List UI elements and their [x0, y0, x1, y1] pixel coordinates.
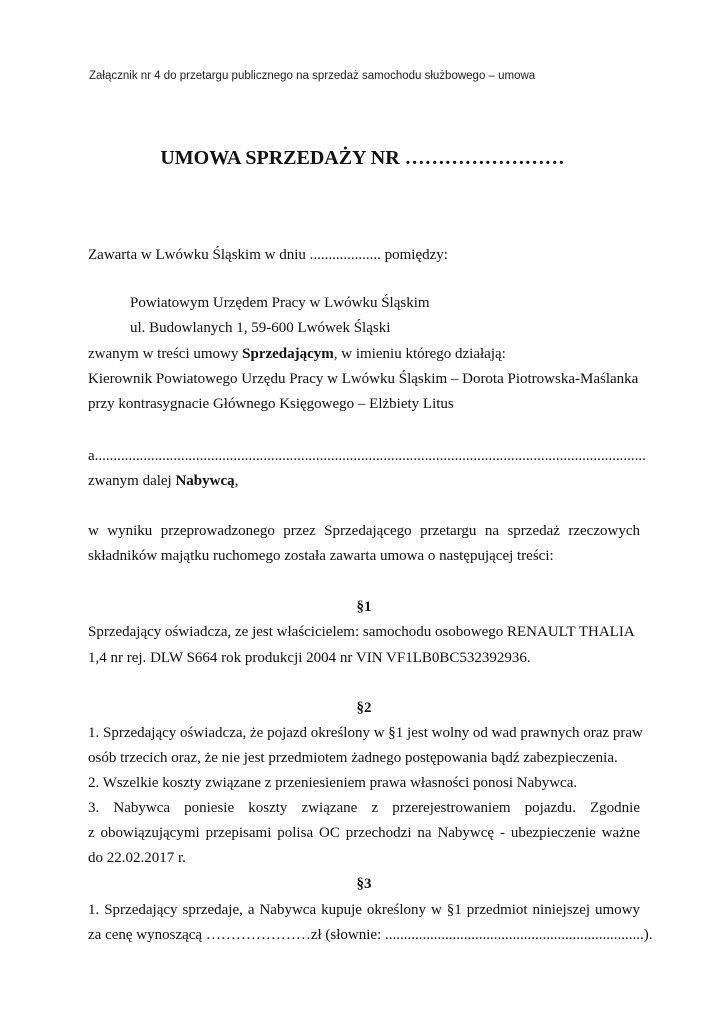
- attachment-note: Załącznik nr 4 do przetargu publicznego na sprzedaż samochodu służbowego – umowa: [89, 70, 536, 82]
- section-1-line-1: Sprzedający oświadcza, ze jest właścicielem: samochodu osobowego RENAULT THALIA: [88, 624, 635, 640]
- buyer-role-prefix: zwanym dalej: [88, 473, 176, 489]
- section-2-line-2: osób trzecich oraz, że nie jest przedmiotem żadnego postępowania bądź zabezpieczenia.: [88, 750, 618, 766]
- seller-role-term: Sprzedającym: [242, 346, 334, 362]
- seller-address: ul. Budowlanych 1, 59-600 Lwówek Śląski: [130, 320, 391, 336]
- section-2-heading: §2: [356, 700, 372, 716]
- section-2-line-1: 1. Sprzedający oświadcza, że pojazd określony w §1 jest wolny od wad prawnych oraz praw: [88, 725, 643, 741]
- preamble-line-2: składników majątku ruchomego została zawarta umowa o następującej treści:: [88, 548, 554, 564]
- contract-title: UMOWA SPRZEDAŻY NR ……………………: [160, 147, 565, 169]
- section-1-heading: §1: [356, 599, 372, 615]
- section-2-line-4: 3. Nabywca poniesie koszty związane z przerejestrowaniem pojazdu. Zgodnie: [88, 800, 640, 816]
- seller-role: [88, 344, 640, 364]
- buyer-line: a...................................................................................................................................................: [88, 448, 646, 464]
- section-2-line-5: z obowiązującymi przepisami polisa OC przechodzi na Nabywcę - ubezpieczenie ważne: [88, 825, 640, 841]
- section-3-heading: §3: [356, 876, 372, 892]
- section-3-line-1: 1. Sprzedający sprzedaje, a Nabywca kupuje określony w §1 przedmiot niniejszej umowy: [88, 902, 640, 918]
- seller-name: Powiatowym Urzędem Pracy w Lwówku Śląskim: [130, 295, 430, 311]
- seller-role-prefix: zwanym w treści umowy: [88, 346, 243, 362]
- section-2-line-6: do 22.02.2017 r.: [88, 850, 186, 866]
- buyer-role-suffix: ,: [234, 473, 239, 489]
- section-1-line-2: 1,4 nr rej. DLW S664 rok produkcji 2004 nr VIN VF1LB0BC532392936.: [88, 650, 531, 666]
- seller-representative: Kierownik Powiatowego Urzędu Pracy w Lwówku Śląskim – Dorota Piotrowska-Maślanka: [88, 371, 639, 387]
- buyer-role: [88, 471, 640, 491]
- section-3-line-2: za cenę wynoszącą …………………zł (słownie: .....................................................................).: [88, 927, 653, 943]
- preamble-line-1: w wyniku przeprowadzonego przez Sprzedającego przetargu na sprzedaż rzeczowych: [88, 523, 640, 539]
- seller-countersignature: przy kontrasygnacie Głównego Księgowego – Elżbiety Litus: [88, 396, 454, 412]
- seller-role-suffix: , w imieniu którego działają:: [333, 346, 506, 362]
- buyer-role-term: Nabywcą: [175, 473, 235, 489]
- intro-line: Zawarta w Lwówku Śląskim w dniu ................... pomiędzy:: [88, 247, 448, 263]
- section-2-line-3: 2. Wszelkie koszty związane z przeniesieniem prawa własności ponosi Nabywca.: [88, 775, 578, 791]
